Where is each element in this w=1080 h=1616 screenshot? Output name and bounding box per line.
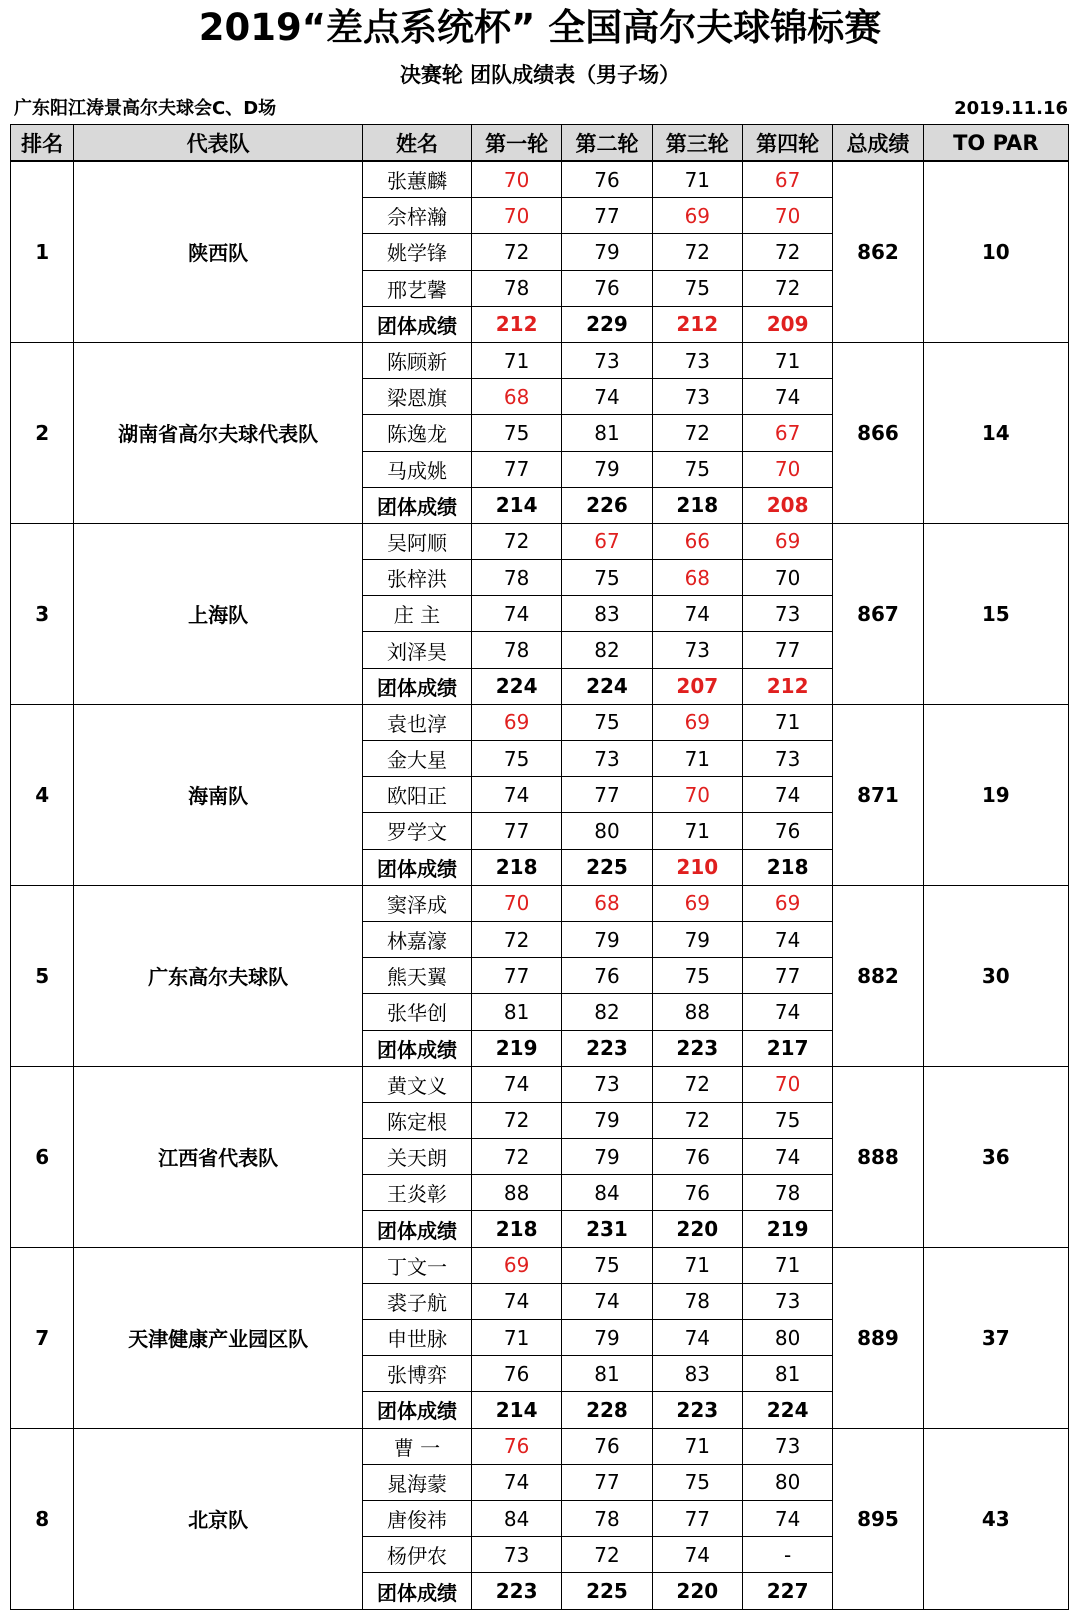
team-round-score-cell: 220 [652, 1211, 742, 1247]
player-name-cell: 庄 主 [362, 596, 471, 632]
round-score-cell: 73 [652, 379, 742, 415]
round-score-cell: 75 [652, 270, 742, 306]
round-score-cell: 67 [562, 523, 652, 559]
player-name-cell: 刘泽昊 [362, 632, 471, 668]
round-score-cell: 70 [471, 885, 561, 921]
round-score-cell: 72 [471, 234, 561, 270]
round-score-cell: 77 [562, 198, 652, 234]
team-round-score-cell: 214 [471, 487, 561, 523]
round-score-cell: 73 [742, 741, 832, 777]
team-round-score-cell: 212 [652, 306, 742, 342]
round-score-cell: 74 [742, 379, 832, 415]
player-name-cell: 唐俊祎 [362, 1500, 471, 1536]
round-score-cell: 72 [562, 1537, 652, 1573]
round-score-cell: 68 [471, 379, 561, 415]
col-header-team: 代表队 [74, 125, 363, 162]
round-score-cell: 69 [742, 523, 832, 559]
round-score-cell: 73 [652, 632, 742, 668]
round-score-cell: 74 [562, 1283, 652, 1319]
total-score-cell: 862 [833, 161, 923, 342]
page-subtitle: 决赛轮 团队成绩表（男子场） [399, 63, 681, 87]
player-name-cell: 杨伊农 [362, 1537, 471, 1573]
round-score-cell: 71 [742, 1247, 832, 1283]
player-name-cell: 黄文义 [362, 1066, 471, 1102]
team-name-cell: 湖南省高尔夫球代表队 [74, 342, 363, 523]
round-score-cell: 74 [742, 1139, 832, 1175]
to-par-cell: 19 [923, 704, 1068, 885]
team-round-score-cell: 225 [562, 849, 652, 885]
rank-cell: 1 [11, 161, 74, 342]
round-score-cell: 79 [562, 921, 652, 957]
round-score-cell: 76 [742, 813, 832, 849]
player-name-cell: 姚学锋 [362, 234, 471, 270]
round-score-cell: 75 [471, 741, 561, 777]
rank-cell: 3 [11, 523, 74, 704]
round-score-cell: 75 [652, 451, 742, 487]
player-name-cell: 张梓洪 [362, 560, 471, 596]
player-name-cell: 丁文一 [362, 1247, 471, 1283]
round-score-cell: 75 [471, 415, 561, 451]
team-name-cell: 广东高尔夫球队 [74, 885, 363, 1066]
round-score-cell: 77 [471, 958, 561, 994]
round-score-cell: 69 [471, 1247, 561, 1283]
team-round-score-cell: 212 [742, 668, 832, 704]
round-score-cell: 75 [652, 958, 742, 994]
round-score-cell: 72 [652, 234, 742, 270]
round-score-cell: 73 [742, 596, 832, 632]
player-row [11, 1428, 1069, 1464]
total-score-cell: 871 [833, 704, 923, 885]
team-round-score-cell: 227 [742, 1573, 832, 1610]
round-score-cell: 71 [652, 161, 742, 198]
team-round-score-cell: 219 [471, 1030, 561, 1066]
round-score-cell: 72 [471, 921, 561, 957]
team-round-score-cell: 223 [652, 1392, 742, 1428]
round-score-cell: 78 [562, 1500, 652, 1536]
team-round-score-cell: 209 [742, 306, 832, 342]
round-score-cell: 68 [562, 885, 652, 921]
round-score-cell: 66 [652, 523, 742, 559]
score-table [10, 124, 1069, 1610]
team-round-score-cell: 218 [652, 487, 742, 523]
round-score-cell: 72 [742, 270, 832, 306]
round-score-cell: 75 [742, 1102, 832, 1138]
venue-label: 广东阳江涛景高尔夫球会C、D场 [14, 98, 277, 119]
round-score-cell: 74 [471, 1283, 561, 1319]
team-round-score-cell: 225 [562, 1573, 652, 1610]
round-score-cell: 76 [471, 1428, 561, 1464]
round-score-cell: 69 [471, 704, 561, 740]
player-name-cell: 曹 一 [362, 1428, 471, 1464]
round-score-cell: 78 [652, 1283, 742, 1319]
round-score-cell: 73 [652, 342, 742, 378]
player-name-cell: 张华创 [362, 994, 471, 1030]
player-name-cell: 张博弈 [362, 1356, 471, 1392]
total-score-cell: 882 [833, 885, 923, 1066]
round-score-cell: 88 [652, 994, 742, 1030]
round-score-cell: 80 [562, 813, 652, 849]
team-name-cell: 上海队 [74, 523, 363, 704]
round-score-cell: 80 [742, 1464, 832, 1500]
team-round-score-cell: 231 [562, 1211, 652, 1247]
round-score-cell: 71 [742, 704, 832, 740]
rank-cell: 8 [11, 1428, 74, 1609]
team-score-label: 团体成绩 [362, 306, 471, 342]
round-score-cell: 73 [562, 741, 652, 777]
round-score-cell: 73 [742, 1283, 832, 1319]
round-score-cell: 71 [652, 813, 742, 849]
player-name-cell: 佘梓瀚 [362, 198, 471, 234]
player-row [11, 885, 1069, 921]
round-score-cell: 78 [471, 632, 561, 668]
total-score-cell: 895 [833, 1428, 923, 1609]
round-score-cell: 74 [471, 1066, 561, 1102]
round-score-cell: 76 [562, 958, 652, 994]
round-score-cell: 75 [562, 560, 652, 596]
round-score-cell: 81 [471, 994, 561, 1030]
total-score-cell: 888 [833, 1066, 923, 1247]
round-score-cell: 79 [562, 1102, 652, 1138]
round-score-cell: 73 [562, 1066, 652, 1102]
round-score-cell: 67 [742, 415, 832, 451]
player-name-cell: 吴阿顺 [362, 523, 471, 559]
round-score-cell: 76 [562, 1428, 652, 1464]
to-par-cell: 36 [923, 1066, 1068, 1247]
round-score-cell: 79 [562, 1139, 652, 1175]
round-score-cell: 76 [562, 270, 652, 306]
player-name-cell: 晁海蒙 [362, 1464, 471, 1500]
round-score-cell: 83 [562, 596, 652, 632]
round-score-cell: 73 [742, 1428, 832, 1464]
player-name-cell: 欧阳正 [362, 777, 471, 813]
round-score-cell: 77 [471, 451, 561, 487]
team-round-score-cell: 229 [562, 306, 652, 342]
round-score-cell: 77 [562, 777, 652, 813]
team-round-score-cell: 218 [471, 849, 561, 885]
round-score-cell: - [742, 1537, 832, 1573]
round-score-cell: 79 [562, 451, 652, 487]
round-score-cell: 70 [742, 451, 832, 487]
player-name-cell: 张蕙麟 [362, 161, 471, 198]
to-par-cell: 10 [923, 161, 1068, 342]
col-header-total: 总成绩 [833, 125, 923, 162]
table-body [11, 161, 1069, 1610]
round-score-cell: 74 [652, 1320, 742, 1356]
team-round-score-cell: 226 [562, 487, 652, 523]
round-score-cell: 79 [562, 234, 652, 270]
team-round-score-cell: 210 [652, 849, 742, 885]
team-round-score-cell: 220 [652, 1573, 742, 1610]
round-score-cell: 75 [652, 1464, 742, 1500]
player-name-cell: 窦泽成 [362, 885, 471, 921]
round-score-cell: 70 [742, 1066, 832, 1102]
round-score-cell: 74 [471, 1464, 561, 1500]
round-score-cell: 88 [471, 1175, 561, 1211]
round-score-cell: 78 [742, 1175, 832, 1211]
round-score-cell: 72 [652, 415, 742, 451]
team-round-score-cell: 212 [471, 306, 561, 342]
to-par-cell: 43 [923, 1428, 1068, 1609]
team-round-score-cell: 208 [742, 487, 832, 523]
player-row [11, 342, 1069, 378]
player-name-cell: 陈逸龙 [362, 415, 471, 451]
to-par-cell: 15 [923, 523, 1068, 704]
team-name-cell: 海南队 [74, 704, 363, 885]
round-score-cell: 72 [471, 1139, 561, 1175]
round-score-cell: 82 [562, 994, 652, 1030]
round-score-cell: 84 [471, 1500, 561, 1536]
col-header-round3: 第三轮 [652, 125, 742, 162]
round-score-cell: 77 [742, 632, 832, 668]
round-score-cell: 75 [562, 704, 652, 740]
round-score-cell: 74 [562, 379, 652, 415]
team-round-score-cell: 218 [471, 1211, 561, 1247]
team-round-score-cell: 224 [562, 668, 652, 704]
player-name-cell: 马成姚 [362, 451, 471, 487]
team-round-score-cell: 218 [742, 849, 832, 885]
round-score-cell: 78 [471, 270, 561, 306]
round-score-cell: 70 [652, 777, 742, 813]
team-round-score-cell: 228 [562, 1392, 652, 1428]
total-score-cell: 866 [833, 342, 923, 523]
round-score-cell: 77 [742, 958, 832, 994]
round-score-cell: 74 [652, 596, 742, 632]
to-par-cell: 14 [923, 342, 1068, 523]
round-score-cell: 67 [742, 161, 832, 198]
round-score-cell: 81 [562, 1356, 652, 1392]
player-name-cell: 王炎彰 [362, 1175, 471, 1211]
team-round-score-cell: 224 [742, 1392, 832, 1428]
round-score-cell: 71 [742, 342, 832, 378]
round-score-cell: 70 [742, 198, 832, 234]
player-row [11, 523, 1069, 559]
round-score-cell: 74 [471, 596, 561, 632]
team-score-label: 团体成绩 [362, 668, 471, 704]
to-par-cell: 30 [923, 885, 1068, 1066]
round-score-cell: 78 [471, 560, 561, 596]
team-score-label: 团体成绩 [362, 1392, 471, 1428]
round-score-cell: 76 [652, 1175, 742, 1211]
to-par-cell: 37 [923, 1247, 1068, 1428]
round-score-cell: 79 [562, 1320, 652, 1356]
col-header-round1: 第一轮 [471, 125, 561, 162]
round-score-cell: 69 [652, 198, 742, 234]
team-score-label: 团体成绩 [362, 1573, 471, 1610]
player-name-cell: 金大星 [362, 741, 471, 777]
round-score-cell: 70 [471, 161, 561, 198]
round-score-cell: 72 [652, 1066, 742, 1102]
team-round-score-cell: 219 [742, 1211, 832, 1247]
team-name-cell: 天津健康产业园区队 [74, 1247, 363, 1428]
team-round-score-cell: 207 [652, 668, 742, 704]
round-score-cell: 77 [562, 1464, 652, 1500]
round-score-cell: 69 [742, 885, 832, 921]
player-name-cell: 罗学文 [362, 813, 471, 849]
team-score-label: 团体成绩 [362, 849, 471, 885]
player-name-cell: 裘子航 [362, 1283, 471, 1319]
round-score-cell: 76 [562, 161, 652, 198]
rank-cell: 7 [11, 1247, 74, 1428]
team-name-cell: 陕西队 [74, 161, 363, 342]
round-score-cell: 77 [652, 1500, 742, 1536]
round-score-cell: 72 [471, 1102, 561, 1138]
round-score-cell: 81 [742, 1356, 832, 1392]
round-score-cell: 77 [471, 813, 561, 849]
player-row [11, 704, 1069, 740]
round-score-cell: 71 [652, 741, 742, 777]
date-label: 2019.11.16 [954, 98, 1068, 119]
round-score-cell: 74 [742, 921, 832, 957]
round-score-cell: 74 [742, 777, 832, 813]
player-name-cell: 熊天翼 [362, 958, 471, 994]
team-round-score-cell: 214 [471, 1392, 561, 1428]
team-round-score-cell: 223 [652, 1030, 742, 1066]
round-score-cell: 80 [742, 1320, 832, 1356]
col-header-round2: 第二轮 [562, 125, 652, 162]
player-row [11, 1066, 1069, 1102]
player-name-cell: 林嘉濠 [362, 921, 471, 957]
col-header-round4: 第四轮 [742, 125, 832, 162]
round-score-cell: 71 [652, 1247, 742, 1283]
round-score-cell: 70 [471, 198, 561, 234]
round-score-cell: 74 [652, 1537, 742, 1573]
player-name-cell: 邢艺馨 [362, 270, 471, 306]
rank-cell: 2 [11, 342, 74, 523]
round-score-cell: 70 [742, 560, 832, 596]
page-title: 2019“差点系统杯” 全国高尔夫球锦标赛 [198, 6, 882, 49]
col-header-name: 姓名 [362, 125, 471, 162]
team-round-score-cell: 223 [471, 1573, 561, 1610]
round-score-cell: 75 [562, 1247, 652, 1283]
round-score-cell: 84 [562, 1175, 652, 1211]
round-score-cell: 74 [742, 1500, 832, 1536]
team-round-score-cell: 217 [742, 1030, 832, 1066]
team-round-score-cell: 224 [471, 668, 561, 704]
round-score-cell: 76 [471, 1356, 561, 1392]
team-name-cell: 江西省代表队 [74, 1066, 363, 1247]
rank-cell: 4 [11, 704, 74, 885]
round-score-cell: 72 [742, 234, 832, 270]
total-score-cell: 867 [833, 523, 923, 704]
team-name-cell: 北京队 [74, 1428, 363, 1609]
round-score-cell: 83 [652, 1356, 742, 1392]
rank-cell: 6 [11, 1066, 74, 1247]
round-score-cell: 82 [562, 632, 652, 668]
round-score-cell: 74 [742, 994, 832, 1030]
rank-cell: 5 [11, 885, 74, 1066]
team-round-score-cell: 223 [562, 1030, 652, 1066]
round-score-cell: 71 [652, 1428, 742, 1464]
player-row [11, 161, 1069, 198]
round-score-cell: 72 [471, 523, 561, 559]
player-name-cell: 陈顾新 [362, 342, 471, 378]
player-name-cell: 申世脉 [362, 1320, 471, 1356]
round-score-cell: 69 [652, 704, 742, 740]
round-score-cell: 73 [471, 1537, 561, 1573]
header-row [11, 125, 1069, 162]
player-name-cell: 梁恩旗 [362, 379, 471, 415]
round-score-cell: 73 [562, 342, 652, 378]
player-name-cell: 关天朗 [362, 1139, 471, 1175]
col-header-rank: 排名 [11, 125, 74, 162]
player-name-cell: 陈定根 [362, 1102, 471, 1138]
player-name-cell: 袁也淳 [362, 704, 471, 740]
round-score-cell: 81 [562, 415, 652, 451]
round-score-cell: 69 [652, 885, 742, 921]
col-header-topar: TO PAR [923, 125, 1068, 162]
player-row [11, 1247, 1069, 1283]
team-score-label: 团体成绩 [362, 487, 471, 523]
round-score-cell: 74 [471, 777, 561, 813]
round-score-cell: 71 [471, 342, 561, 378]
total-score-cell: 889 [833, 1247, 923, 1428]
round-score-cell: 71 [471, 1320, 561, 1356]
round-score-cell: 68 [652, 560, 742, 596]
round-score-cell: 72 [652, 1102, 742, 1138]
round-score-cell: 79 [652, 921, 742, 957]
team-score-label: 团体成绩 [362, 1211, 471, 1247]
team-score-label: 团体成绩 [362, 1030, 471, 1066]
round-score-cell: 76 [652, 1139, 742, 1175]
